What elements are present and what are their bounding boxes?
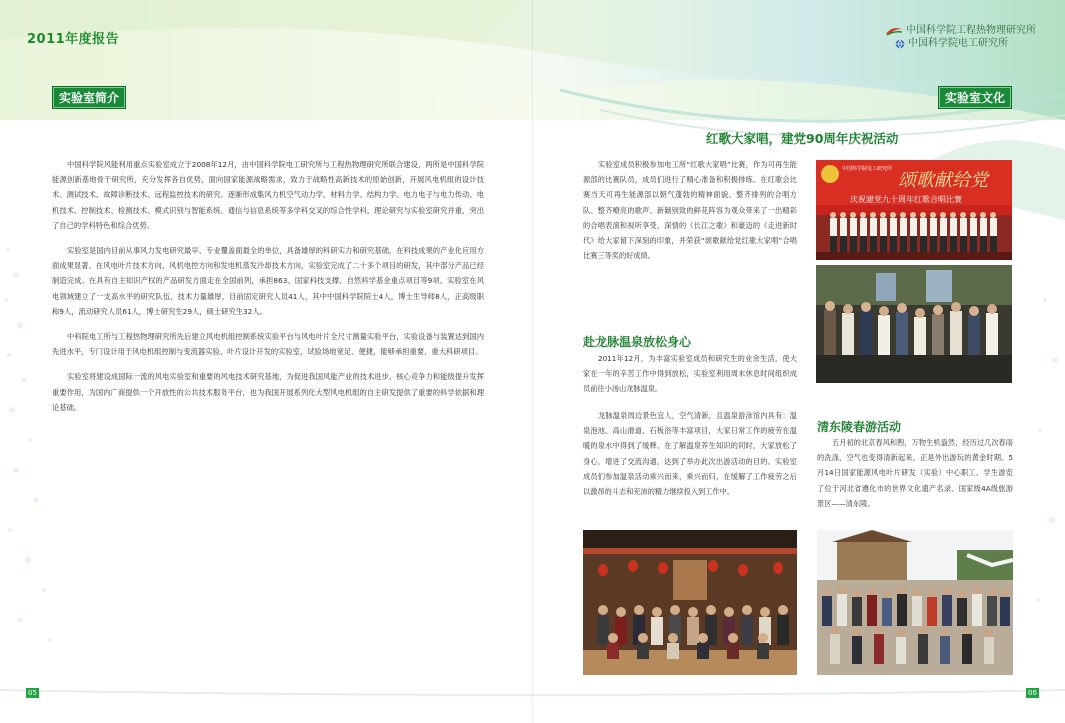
hot-spring-body bbox=[583, 408, 797, 499]
eastern-tombs-group-photo bbox=[817, 530, 1013, 675]
red-song-text bbox=[583, 157, 797, 263]
page-fold-divider bbox=[532, 0, 533, 723]
swoosh-logo-icon bbox=[885, 26, 903, 36]
spring-trip-paragraph: 五月初的北京春风和煦，万物生机盎然，经历过几次春雨的洗涤，空气也变得清新起来，正是外出游玩的黄金时期。5月14日国家能源风电叶片研发（实验）中心职工、学生游览了位于河北省遵化市的世界文化遗产名录、国家级4A级旅游景区——清东陵。 bbox=[817, 438, 1013, 508]
hot-spring-intro bbox=[583, 351, 797, 397]
hot-spring-title: 赴龙脉温泉放松身心 bbox=[583, 335, 692, 349]
report-year-title: 2011年度报告 bbox=[27, 32, 120, 47]
hot-spring-paragraph-1: 2011年12月，为丰富实验室成员和研究生的业余生活，使大家在一年的辛苦工作中得到放松，实验室利用周末休息时间组织成员前往小汤山龙脉温泉。 bbox=[583, 354, 797, 394]
red-song-headline: 红歌大家唱，建党90周年庆祝活动 bbox=[706, 131, 899, 146]
lab-intro-body bbox=[52, 157, 484, 425]
choir-stage-photo bbox=[816, 160, 1012, 260]
institute-1-name: 中国科学院工程热物理研究所 bbox=[906, 25, 1036, 36]
spring-trip-body bbox=[817, 435, 1013, 511]
party-emblem-icon bbox=[821, 165, 839, 183]
red-song-paragraph: 实验室成员积极参加电工所“红歌大家唱”比赛，作为可再生能源部的比赛队员，成员们进行了精心准备和积极排练。在红歌会比赛当天可再生能源部以朝气蓬勃的精神面貌、整齐排列的合唱方队、整齐嘹亮的歌声、新颖别致的鲜花阵容为观众带来了一出精彩的合唱表演和视听享受，深情的《长江之歌》和豪迈的《走进新时代》给大家留下深刻的印象，并荣获“颂歌献给党红歌大家唱”合唱比赛三等奖的好成绩。 bbox=[583, 160, 797, 261]
spring-trip-title: 清东陵春游活动 bbox=[817, 420, 902, 434]
hot-spring-paragraph-2: 龙脉温泉周边景色宜人，空气清新，且温泉游泳馆内具有：温泉泡池、高山滑道、石板浴等丰富项目，大家日常工作的疲劳在温暖的泉水中得到了缓释。在了解温泉养生知识的同时，大家放松了身心，增进了交流沟通，达到了举办此次出游活动的目的。实验室成员们参加温泉活动乘兴而来，乘兴而归，在缓解了工作疲劳之后以激昂的斗志和充沛的精力继续投入到工作中。 bbox=[583, 411, 797, 497]
institute-2-row bbox=[885, 37, 1050, 50]
intro-paragraph: 实验室将建设成国际一流的风电实验室和重要的风电技术研究基地，为促进我国风能产业的技术进步、核心竞争力和能级提升发挥重要作用，为国内广商提供一个开放性的公共技术服务平台，也为我国开展系列化大型风电机组的自主研发提供了重要的科学依据和理论基础。 bbox=[52, 372, 484, 412]
institute-1-row bbox=[885, 24, 1050, 37]
hot-spring-group-photo bbox=[583, 530, 797, 675]
intro-paragraph: 中科院电工所与工程热物理研究所先后建立风电机组控制系统实验平台与风电叶片全尺寸测量实验平台，实验设备与装置达到国内先进水平，专门设计用于风电机组控制与变流器实验、叶片设计开发的实验室，试验场地宽足、便捷，能够承担重要、重大科研项目。 bbox=[52, 332, 484, 357]
intro-paragraph: 实验室是国内目前从事风力发电研究最早、专业覆盖面最全的单位，具备雄厚的科研实力和研究基础，在科技成果的产业化应用方面成果显著。在风电叶片技术方向、风机电控方向和发电机蒸发冷却技术方向，实验室完成了二十多个项目的研发，其中部分产品已经制造完成。在具有自主知识产权的产品研发方面走在全国前列，承担863、国家科技支撑、自然科学基金重点项目等9项。实验室在风电领域建立了一支高水平的研究队伍，技术力量雄厚，目前固定研究人员41人，其中中国科学院院士4人，博士生导师8人，正高级职称9人，流动研究人员61人，博士研究生29人，硕士研究生32人。 bbox=[52, 246, 484, 316]
page-number-left: 05 bbox=[26, 688, 39, 698]
section-title-lab-intro: 实验室简介 bbox=[52, 86, 126, 109]
photo-banner-line2: 庆祝建党九十周年红歌合唱比赛 bbox=[850, 195, 962, 204]
institute-2-name: 中国科学院电工研究所 bbox=[908, 38, 1008, 49]
photo-banner-line1: 颂歌献给党 bbox=[898, 170, 988, 191]
choir-rehearsal-photo bbox=[816, 265, 1012, 383]
institute-logos bbox=[885, 24, 1050, 50]
globe-logo-icon bbox=[895, 39, 905, 49]
page-number-right: 06 bbox=[1026, 688, 1039, 698]
section-title-lab-culture: 实验室文化 bbox=[938, 86, 1012, 109]
intro-paragraph: 中国科学院风能利用重点实验室成立于2008年12月，由中国科学院电工研究所与工程热物理研究所联合建设，两所是中国科学院能源创新基地骨干研究所，充分发挥各自优势，面向国家能源战略需求，致力于战略性高新技术的原始创新，开展风电机组的设计技术、测试技术、故障诊断技术、远程监控技术的研究。逐渐形成集风力机空气动力学、材料力学、结构力学、电力电子与电力传动、电机技术、控制技术、检测技术、模式识别与智能系统、通信与信息系统等多学科交叉的综合性学科，理论研究与实验室研究并重，突出了自己的学科特色和综合优势。 bbox=[52, 160, 484, 230]
photo-banner-org: 中国科学院电工研究所 bbox=[842, 166, 893, 172]
